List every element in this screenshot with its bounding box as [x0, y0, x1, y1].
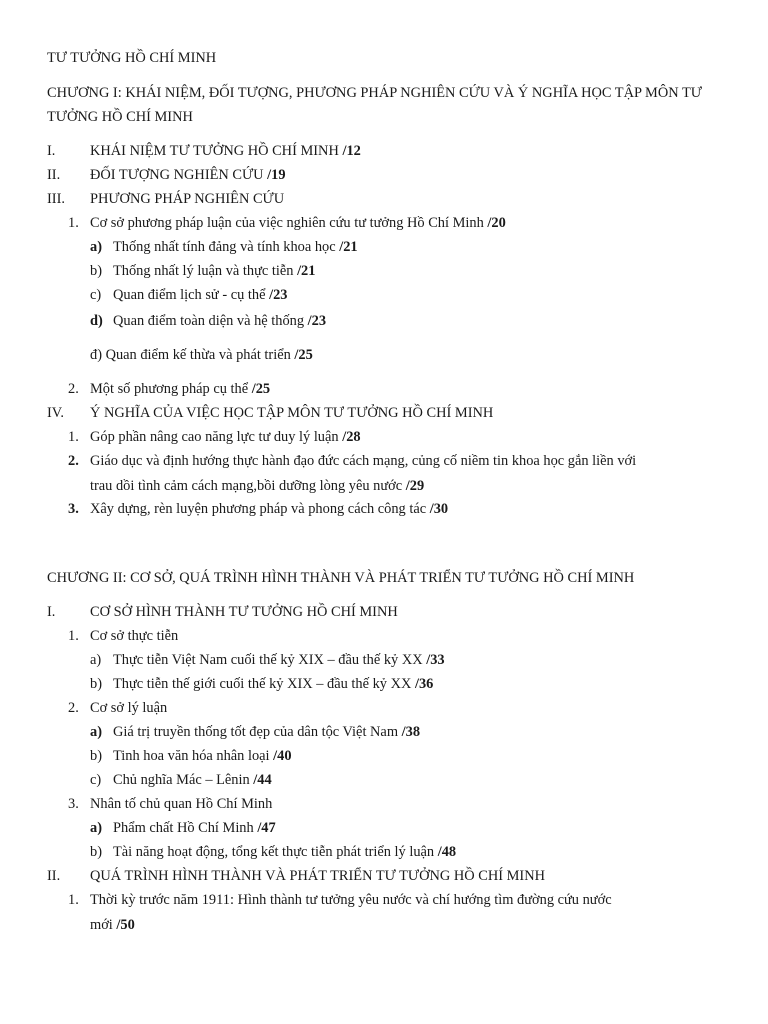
entry-text: Phẩm chất Hồ Chí Minh /47 [113, 820, 276, 836]
entry-label: a) [90, 820, 102, 836]
entry-text: Tinh hoa văn hóa nhân loại /40 [113, 748, 292, 764]
entry-label: 2. [68, 700, 79, 716]
entry-label: II. [47, 167, 61, 183]
entry-text: PHƯƠNG PHÁP NGHIÊN CỨU [90, 191, 285, 207]
entry-label: a) [90, 239, 102, 255]
entry-text: Một số phương pháp cụ thể /25 [90, 381, 271, 397]
entry-text: Giáo dục và định hướng thực hành đạo đức cách mạng, củng cố niềm tin khoa học gắn liền với [90, 453, 637, 469]
entry-label: b) [90, 748, 102, 764]
entry-text: trau dồi tình cảm cách mạng,bồi dưỡng lòng yêu nước /29 [90, 478, 425, 494]
chapter-1-heading: CHƯƠNG I: KHÁI NIỆM, ĐỐI TƯỢNG, PHƯƠNG PHÁP NGHIÊN CỨU VÀ Ý NGHĨA HỌC TẬP MÔN TƯ TƯỞNG HỒ CHÍ MINH [47, 85, 702, 125]
entry-label: II. [47, 868, 61, 884]
entry-text: Nhân tố chủ quan Hồ Chí Minh [90, 796, 273, 812]
entry-label: a) [90, 724, 102, 740]
entry-label: 1. [68, 628, 79, 644]
entry-label: c) [90, 772, 102, 788]
entry-text: Cơ sở phương pháp luận của việc nghiên cứu tư tưởng Hồ Chí Minh /20 [90, 215, 506, 231]
entry-text: Cơ sở lý luận [90, 700, 168, 716]
entry-label: d) [90, 313, 103, 329]
entry-text: Thời kỳ trước năm 1911: Hình thành tư tưởng yêu nước và chí hướng tìm đường cứu nước [90, 892, 612, 908]
entry-label: a) [90, 652, 102, 668]
entry-text: mới /50 [90, 917, 135, 933]
entry-text: Cơ sở thực tiễn [90, 628, 179, 644]
entry-label: b) [90, 844, 102, 860]
entry-label: 1. [68, 892, 79, 908]
chapter-2-heading: CHƯƠNG II: CƠ SỞ, QUÁ TRÌNH HÌNH THÀNH VÀ PHÁT TRIỂN TƯ TƯỞNG HỒ CHÍ MINH [47, 570, 635, 586]
entry-label: 2. [68, 453, 79, 469]
entry-text: Góp phần nâng cao năng lực tư duy lý luận /28 [90, 429, 361, 445]
entry-text: Chủ nghĩa Mác – Lênin /44 [113, 772, 272, 788]
entry-label: IV. [47, 405, 64, 421]
entry-label: 1. [68, 215, 79, 231]
entry-label: b) [90, 263, 102, 279]
entry-text: Giá trị truyền thống tốt đẹp của dân tộc Việt Nam /38 [113, 724, 421, 740]
document-title: TƯ TƯỞNG HỒ CHÍ MINH [47, 50, 217, 66]
entry-text: Xây dựng, rèn luyện phương pháp và phong cách công tác /30 [90, 501, 449, 517]
entry-label: 3. [68, 501, 79, 517]
entry-label: c) [90, 287, 102, 303]
entry-label: I. [47, 604, 56, 620]
entry-text: Thống nhất tính đảng và tính khoa học /21 [113, 239, 358, 255]
entry-label: b) [90, 676, 102, 692]
entry-text: QUÁ TRÌNH HÌNH THÀNH VÀ PHÁT TRIỂN TƯ TƯỞNG HỒ CHÍ MINH [90, 868, 545, 884]
entry-text: đ) Quan điểm kế thừa và phát triển /25 [90, 347, 313, 363]
entry-text: Quan điểm lịch sử - cụ thể /23 [113, 287, 288, 303]
entry-label: 2. [68, 381, 79, 397]
entry-text: Thực tiễn Việt Nam cuối thế kỷ XIX – đầu thế kỷ XX /33 [113, 652, 445, 668]
entry-label: 1. [68, 429, 79, 445]
entry-text: Quan điểm toàn diện và hệ thống /23 [113, 313, 327, 329]
entry-label: III. [47, 191, 65, 207]
entry-text: CƠ SỞ HÌNH THÀNH TƯ TƯỞNG HỒ CHÍ MINH [90, 604, 398, 620]
entry-label: I. [47, 143, 56, 159]
entry-text: Thống nhất lý luận và thực tiễn /21 [113, 263, 316, 279]
entry-label: 3. [68, 796, 79, 812]
entry-text: Ý NGHĨA CỦA VIỆC HỌC TẬP MÔN TƯ TƯỞNG HỒ CHÍ MINH [90, 405, 494, 421]
entry-text: KHÁI NIỆM TƯ TƯỞNG HỒ CHÍ MINH /12 [90, 143, 361, 159]
entry-text: Thực tiễn thế giới cuối thế kỷ XIX – đầu thế kỷ XX /36 [113, 676, 434, 692]
entry-text: Tài năng hoạt động, tổng kết thực tiễn phát triển lý luận /48 [113, 844, 457, 860]
entry-text: ĐỐI TƯỢNG NGHIÊN CỨU /19 [90, 167, 286, 183]
